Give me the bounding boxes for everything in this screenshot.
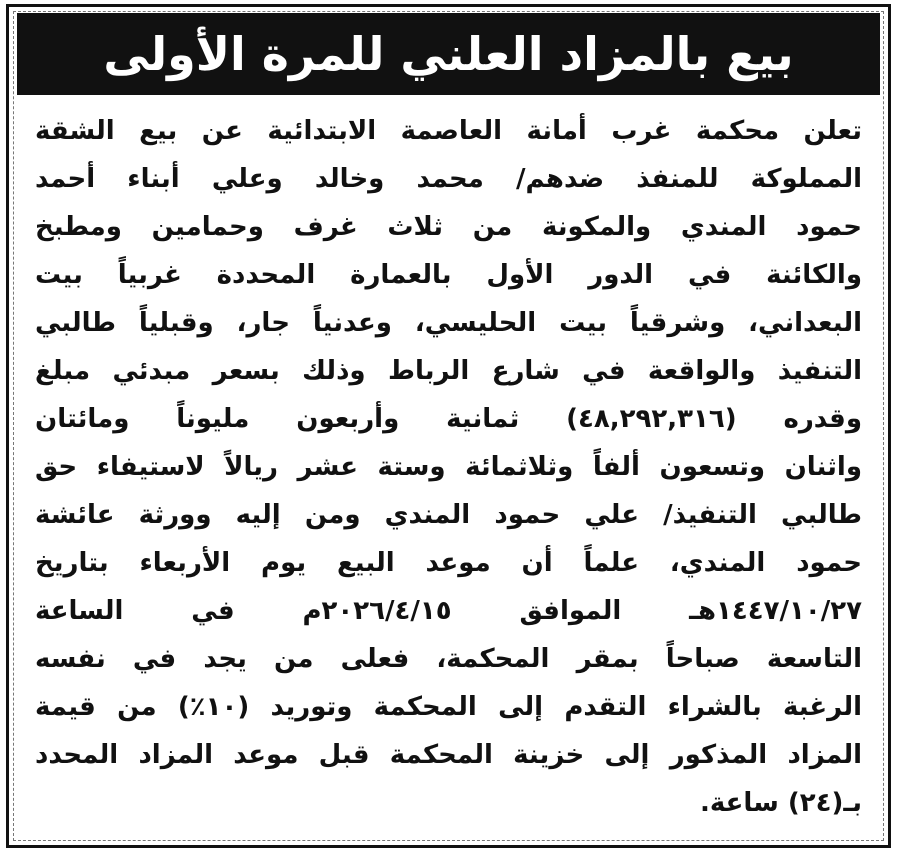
body-line: التنفيذ والواقعة في شارع الرباط وذلك بسعر مبدئي مبلغ: [35, 356, 862, 386]
body-line: تعلن محكمة غرب أمانة العاصمة الابتدائية عن بيع الشقة: [35, 116, 862, 146]
body-line: التاسعة صباحاً بمقر المحكمة، فعلى من يجد في نفسه: [35, 644, 862, 674]
body-line: والكائنة في الدور الأول بالعمارة المحددة غربياً بيت: [35, 260, 862, 290]
body-line: الرغبة بالشراء التقدم إلى المحكمة وتوريد (١٠٪) من قيمة: [35, 692, 862, 722]
body-line: البعداني، وشرقياً بيت الحليسي، وعدنياً جار، وقبلياً طالبي: [35, 308, 862, 338]
body-line: المزاد المذكور إلى خزينة المحكمة قبل موعد المزاد المحدد: [35, 740, 862, 770]
notice-title: بيع بالمزاد العلني للمرة الأولى: [103, 27, 794, 81]
notice-body: [35, 107, 862, 827]
body-line: ١٤٤٧/١٠/٢٧هـ الموافق ٢٠٢٦/٤/١٥م في الساعة: [35, 596, 862, 626]
body-line: وقدره (٤٨,٢٩٢,٣١٦) ثمانية وأربعون مليوناً ومائتان: [35, 404, 862, 434]
body-line: بـ(٢٤) ساعة.: [700, 788, 862, 818]
body-line: حمود المندي، علماً أن موعد البيع يوم الأربعاء بتاريخ: [35, 548, 862, 578]
body-line: واثنان وتسعون ألفاً وثلاثمائة وستة عشر ريالاً لاستيفاء حق: [35, 452, 862, 482]
title-banner: [17, 13, 880, 95]
body-line: طالبي التنفيذ/ علي حمود المندي ومن إليه وورثة عائشة: [35, 500, 862, 530]
body-line: المملوكة للمنفذ ضدهم/ محمد وخالد وعلي أبناء أحمد: [35, 164, 862, 194]
body-line: حمود المندي والمكونة من ثلاث غرف وحمامين ومطبخ: [35, 212, 862, 242]
auction-notice: [6, 4, 891, 848]
